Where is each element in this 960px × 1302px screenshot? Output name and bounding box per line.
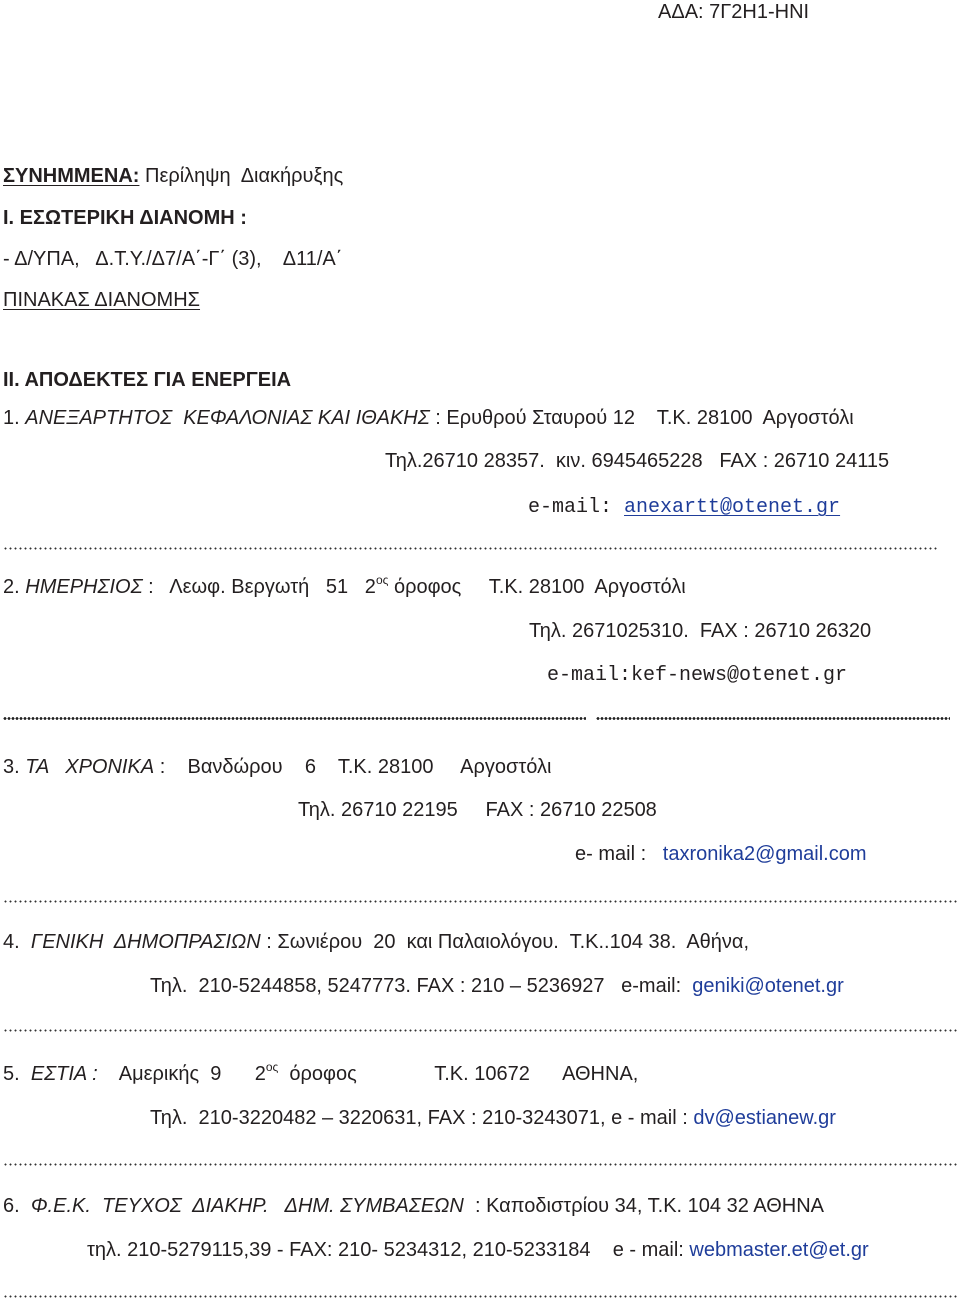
recipient-5-address-a: Αμερικής 9 2 bbox=[97, 1063, 266, 1085]
dotted-separator bbox=[3, 717, 586, 720]
dotted-separator bbox=[3, 1163, 958, 1166]
recipient-6-email-link[interactable]: webmaster.et@et.gr bbox=[689, 1239, 869, 1261]
recipient-3-email-line bbox=[575, 844, 867, 864]
recipient-6-name: Φ.Ε.Κ. ΤΕΥΧΟΣ ΔΙΑΚΗΡ. ΔΗΜ. ΣΥΜΒΑΣΕΩΝ bbox=[30, 1195, 464, 1217]
recipient-3-email-label: e- mail : bbox=[575, 843, 663, 865]
recipient-5-phone-line bbox=[150, 1108, 836, 1128]
dotted-separator bbox=[3, 900, 958, 903]
recipient-4-phone: Τηλ. 210-5244858, 5247773. FAX : 210 – 5236927 e-mail: bbox=[150, 975, 693, 997]
section1-title bbox=[3, 208, 247, 228]
recipient-2-address-a: : Λεωφ. Βεργωτή 51 2 bbox=[142, 576, 376, 598]
recipient-1-num: 1. bbox=[3, 407, 20, 429]
recipient-5-phone: Τηλ. 210-3220482 – 3220631, FAX : 210-3243071, e - mail : bbox=[150, 1107, 694, 1129]
recipient-6-num: 6. bbox=[3, 1195, 20, 1217]
recipient-1-line bbox=[3, 408, 854, 428]
attachments-line bbox=[3, 166, 343, 186]
attachments-label: ΣΥΝΗΜΜΕΝΑ: bbox=[3, 165, 140, 187]
recipient-2-line bbox=[3, 573, 686, 598]
section1-line: - Δ/ΥΠΑ, Δ.Τ.Υ./Δ7/Α΄-Γ΄ (3), Δ11/Α΄ bbox=[3, 248, 343, 270]
dotted-separator bbox=[3, 547, 938, 550]
recipient-4-name: ΓΕΝΙΚΗ ΔΗΜΟΠΡΑΣΙΩΝ bbox=[30, 931, 261, 953]
recipient-2-sup: ος bbox=[375, 573, 389, 587]
recipient-6-line bbox=[3, 1196, 824, 1216]
recipient-3-email-link[interactable]: taxronika2@gmail.com bbox=[662, 843, 867, 865]
recipient-1-address: : Ερυθρού Σταυρού 12 Τ.Κ. 28100 Αργοστόλι bbox=[429, 407, 854, 429]
recipient-3-address: : Βανδώρου 6 Τ.Κ. 28100 Αργοστόλι bbox=[154, 756, 552, 778]
recipient-5-address-b: όροφος Τ.Κ. 10672 ΑΘΗΝΑ, bbox=[278, 1063, 639, 1085]
recipient-5-num: 5. bbox=[3, 1063, 20, 1085]
dotted-separator bbox=[3, 1295, 958, 1298]
recipient-2-num: 2. bbox=[3, 576, 20, 598]
recipient-1-email-label: e-mail: bbox=[528, 496, 625, 519]
recipient-2-address-b: όροφος Τ.Κ. 28100 Αργοστόλι bbox=[388, 576, 686, 598]
recipient-2-phone: Τηλ. 2671025310. FAX : 26710 26320 bbox=[529, 620, 872, 642]
recipient-5-email-link[interactable]: dv@estianew.gr bbox=[693, 1107, 836, 1129]
recipient-3-name: ΤΑ ΧΡΟΝΙΚΑ bbox=[25, 756, 155, 778]
recipient-3-phone: Τηλ. 26710 22195 FAX : 26710 22508 bbox=[298, 799, 657, 821]
section2-title-text: ΙΙ. ΑΠΟΔΕΚΤΕΣ ΓΙΑ ΕΝΕΡΓΕΙΑ bbox=[3, 369, 292, 391]
recipient-6-phone: τηλ. 210-5279115,39 - FAX: 210- 5234312, 210-5233184 e - mail: bbox=[87, 1239, 690, 1261]
recipient-5-sup: ος bbox=[265, 1060, 279, 1074]
recipient-4-address: : Σωνιέρου 20 και Παλαιολόγου. Τ.Κ..104 38. Αθήνα, bbox=[260, 931, 750, 953]
recipient-5-line bbox=[3, 1060, 639, 1085]
recipient-4-line bbox=[3, 932, 749, 952]
dotted-separator bbox=[3, 1029, 958, 1032]
dotted-separator bbox=[596, 717, 950, 720]
recipient-4-email-link[interactable]: geniki@otenet.gr bbox=[692, 975, 844, 997]
section1-title-text: Ι. ΕΣΩΤΕΡΙΚΗ ΔΙΑΝΟΜΗ : bbox=[3, 207, 247, 229]
recipient-4-num: 4. bbox=[3, 931, 20, 953]
recipient-3-num: 3. bbox=[3, 756, 20, 778]
recipient-6-phone-line bbox=[87, 1240, 869, 1260]
distribution-title-text: ΠΙΝΑΚΑΣ ΔΙΑΝΟΜΗΣ bbox=[3, 289, 201, 311]
recipient-1-email-line bbox=[528, 498, 840, 518]
recipient-2-email-link[interactable]: e-mail:kef-news@otenet.gr bbox=[547, 664, 848, 687]
recipient-1-email-link[interactable]: anexartt@otenet.gr bbox=[624, 496, 841, 519]
recipient-6-address: : Καποδιστρίου 34, Τ.Κ. 104 32 ΑΘΗΝΑ bbox=[463, 1195, 824, 1217]
recipient-4-phone-line bbox=[150, 976, 844, 996]
distribution-title bbox=[3, 290, 200, 310]
section2-title bbox=[3, 370, 291, 390]
recipient-1-phone: Τηλ.26710 28357. κιν. 6945465228 FAX : 26710 24115 bbox=[385, 450, 890, 472]
recipient-5-name: ΕΣΤΙΑ : bbox=[30, 1063, 98, 1085]
recipient-2-name: ΗΜΕΡΗΣΙΟΣ bbox=[25, 576, 143, 598]
attachments-text: Περίληψη Διακήρυξης bbox=[139, 165, 344, 187]
recipient-3-line bbox=[3, 757, 551, 777]
recipient-1-name: ΑΝΕΞΑΡΤΗΤΟΣ ΚΕΦΑΛΟΝΙΑΣ ΚΑΙ ΙΘΑΚΗΣ bbox=[25, 407, 430, 429]
ada-code: ΑΔΑ: 7Γ2Η1-ΗΝΙ bbox=[658, 1, 810, 23]
